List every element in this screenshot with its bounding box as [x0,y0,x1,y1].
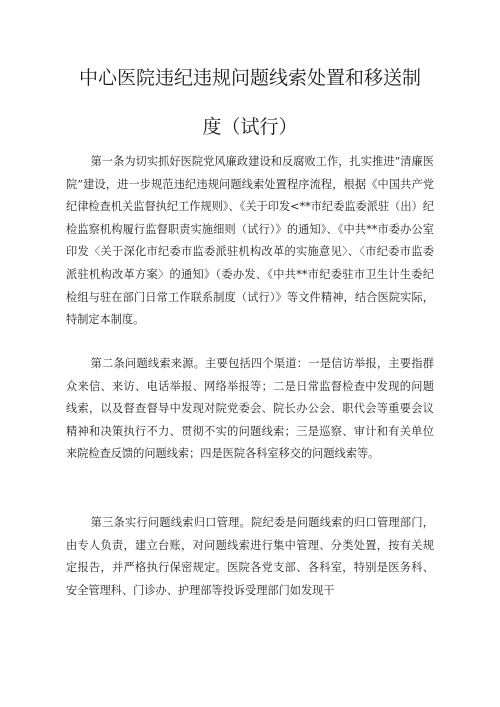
article-1-paragraph: 第一条为切实抓好医院党风廉政建设和反腐败工作，扎实推进“清廉医院”建设，进一步规范违纪违规问题线索处置程序流程，根据《中国共产党纪律检查机关监督执纪工作规则》、《关于印发<**市纪委监委派驻（出）纪检监察机构履行监督职责实施细则（试行）》的通知》、《中共**市委办公室印发〈关于深化市纪委市监委派驻机构改革的实施意见〉、〈市纪委市监委派驻机构改革方案〉的通知》（委办发、《中共**市纪委驻市卫生计生委纪检组与驻在部门日常工作联系制度（试行）》等文件精神，结合医院实际，特制定本制度。 [66,155,434,327]
article-2-paragraph: 第二条问题线索来源。主要包括四个渠道：一是信访举报，主要指群众来信、来访、电话举报、网络举报等；二是日常监督检查中发现的问题线索，以及督查督导中发现对院党委会、院长办公会、职代会等重要会议精神和决策执行不力、贯彻不实的问题线索；三是巡察、审计和有关单位来院检查反馈的问题线索；四是医院各科室移交的问题线索等。 [66,357,434,461]
article-3-paragraph: 第三条实行问题线索归口管理。院纪委是问题线索的归口管理部门，由专人负责，建立台账，对问题线索进行集中管理、分类处置，按有关规定报告，并严格执行保密规定。医院各党支部、各科室，特别是医务科、安全管理科、门诊办、护理部等投诉受理部门如发现干 [66,516,434,597]
document-title-line2: 度（试行） [202,116,298,138]
document-title-line1: 中心医院违纪违规问题线索处置和移送制 [78,67,421,89]
